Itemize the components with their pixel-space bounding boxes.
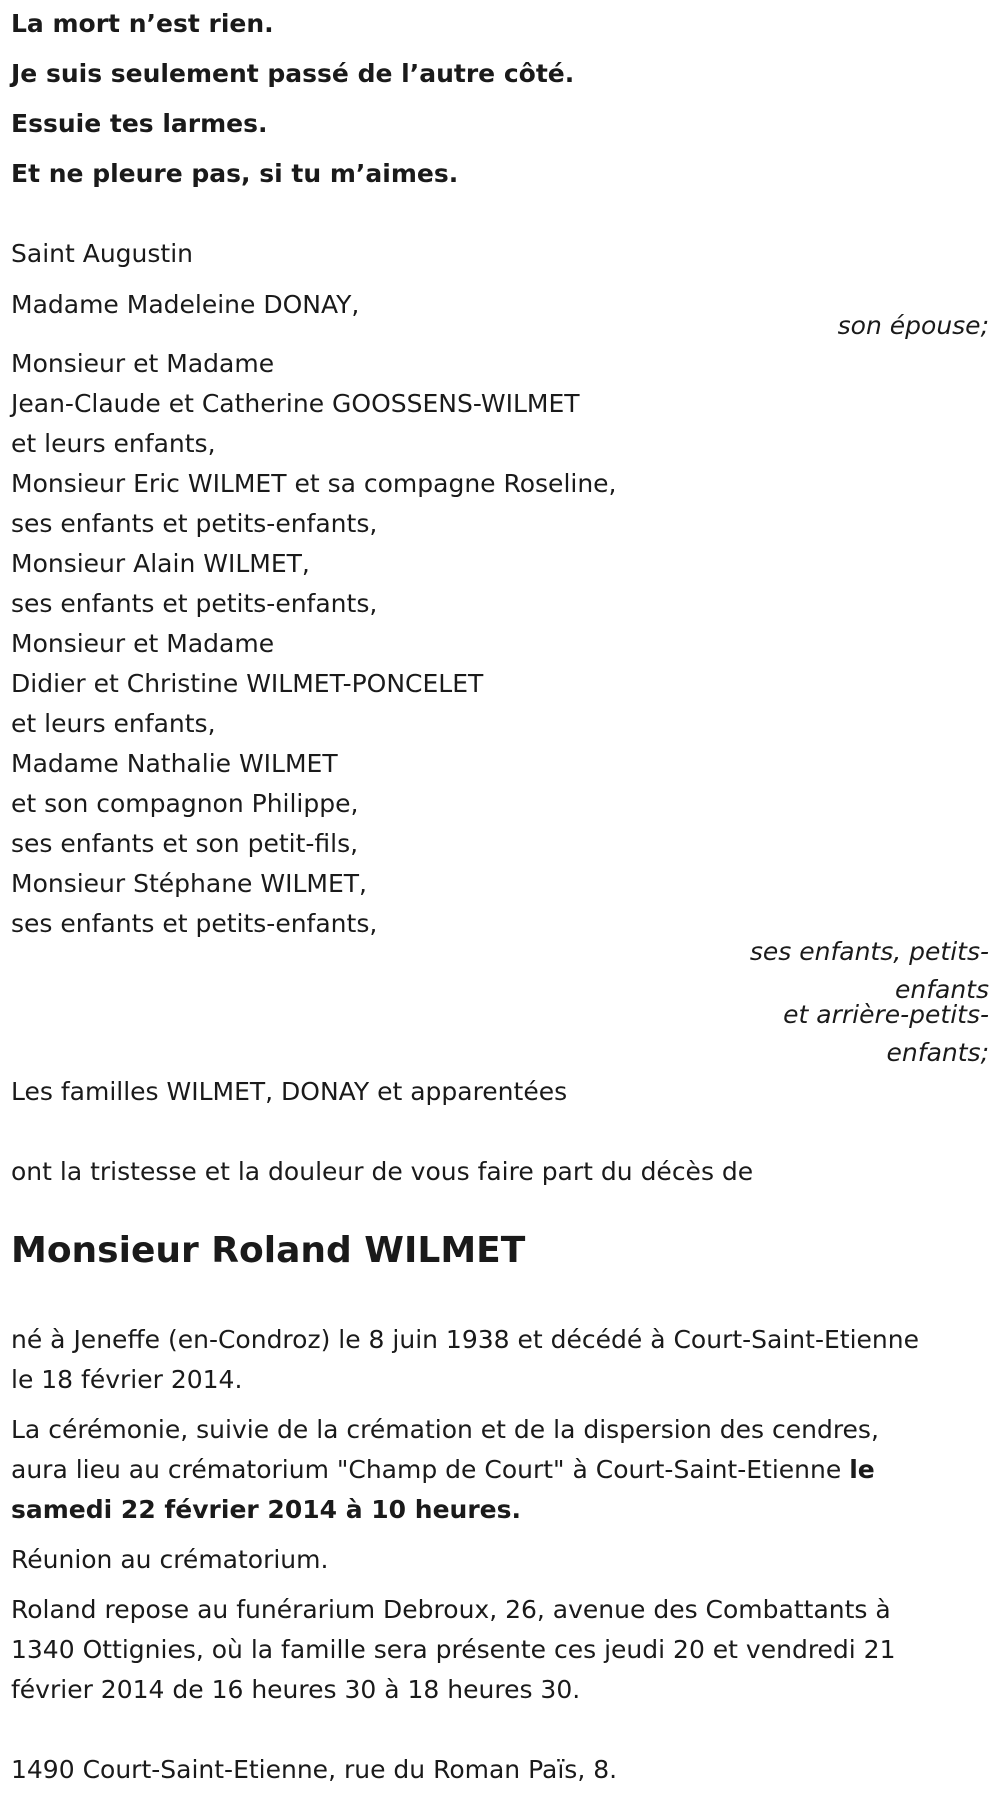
children-role-line: ses enfants, petits- bbox=[749, 937, 989, 966]
ceremony-line-2 bbox=[11, 1450, 875, 1490]
poem-line-4: Et ne pleure pas, si tu m’aimes. bbox=[11, 159, 459, 188]
children-line: et son compagnon Philippe, bbox=[11, 789, 359, 818]
spouse-role: son épouse; bbox=[837, 311, 989, 340]
children-line: Monsieur Eric WILMET et sa compagne Roseline, bbox=[11, 469, 617, 498]
children-line: ses enfants et petits-enfants, bbox=[11, 509, 378, 538]
children-line: Jean-Claude et Catherine GOOSSENS-WILMET bbox=[11, 389, 580, 418]
ceremony-line-2-text: aura lieu au crématorium "Champ de Court" à Court-Saint-Etienne bbox=[11, 1455, 850, 1484]
poem-line-3: Essuie tes larmes. bbox=[11, 109, 268, 138]
children-line: et leurs enfants, bbox=[11, 709, 216, 738]
children-role-line: et arrière-petits- bbox=[783, 1000, 989, 1029]
children-line: Monsieur et Madame bbox=[11, 349, 275, 378]
poem-author: Saint Augustin bbox=[11, 239, 194, 268]
birth-death-line: le 18 février 2014. bbox=[11, 1365, 243, 1394]
spouse-name: Madame Madeleine DONAY, bbox=[11, 290, 360, 319]
ceremony-date: samedi 22 février 2014 à 10 heures. bbox=[11, 1495, 521, 1524]
children-line: et leurs enfants, bbox=[11, 429, 216, 458]
repose-line: février 2014 de 16 heures 30 à 18 heures 30. bbox=[11, 1675, 581, 1704]
children-role-line: enfants bbox=[894, 975, 989, 1004]
children-line: Didier et Christine WILMET-PONCELET bbox=[11, 669, 484, 698]
announcement-line: ont la tristesse et la douleur de vous faire part du décès de bbox=[11, 1157, 754, 1186]
ceremony-line-2-bold: le bbox=[849, 1455, 875, 1484]
children-line: Monsieur Stéphane WILMET, bbox=[11, 869, 367, 898]
children-line: Madame Nathalie WILMET bbox=[11, 749, 338, 778]
address-line: 1490 Court-Saint-Etienne, rue du Roman Païs, 8. bbox=[11, 1755, 618, 1784]
children-line: ses enfants et petits-enfants, bbox=[11, 909, 378, 938]
children-line: Monsieur et Madame bbox=[11, 629, 275, 658]
reunion-line: Réunion au crématorium. bbox=[11, 1545, 329, 1574]
repose-line: Roland repose au funérarium Debroux, 26, avenue des Combattants à bbox=[11, 1595, 891, 1624]
children-line: ses enfants et son petit-fils, bbox=[11, 829, 359, 858]
birth-death-line: né à Jeneffe (en-Condroz) le 8 juin 1938 et décédé à Court-Saint-Etienne bbox=[11, 1325, 919, 1354]
children-line: Monsieur Alain WILMET, bbox=[11, 549, 310, 578]
deceased-name: Monsieur Roland WILMET bbox=[11, 1230, 526, 1271]
poem-line-1: La mort n’est rien. bbox=[11, 9, 274, 38]
repose-line: 1340 Ottignies, où la famille sera présente ces jeudi 20 et vendredi 21 bbox=[11, 1635, 896, 1664]
poem-line-2: Je suis seulement passé de l’autre côté. bbox=[11, 59, 575, 88]
children-line: ses enfants et petits-enfants, bbox=[11, 589, 378, 618]
families-line: Les familles WILMET, DONAY et apparentées bbox=[11, 1077, 568, 1106]
children-role-line: enfants; bbox=[886, 1038, 989, 1067]
ceremony-line-1: La cérémonie, suivie de la crémation et de la dispersion des cendres, bbox=[11, 1415, 879, 1444]
